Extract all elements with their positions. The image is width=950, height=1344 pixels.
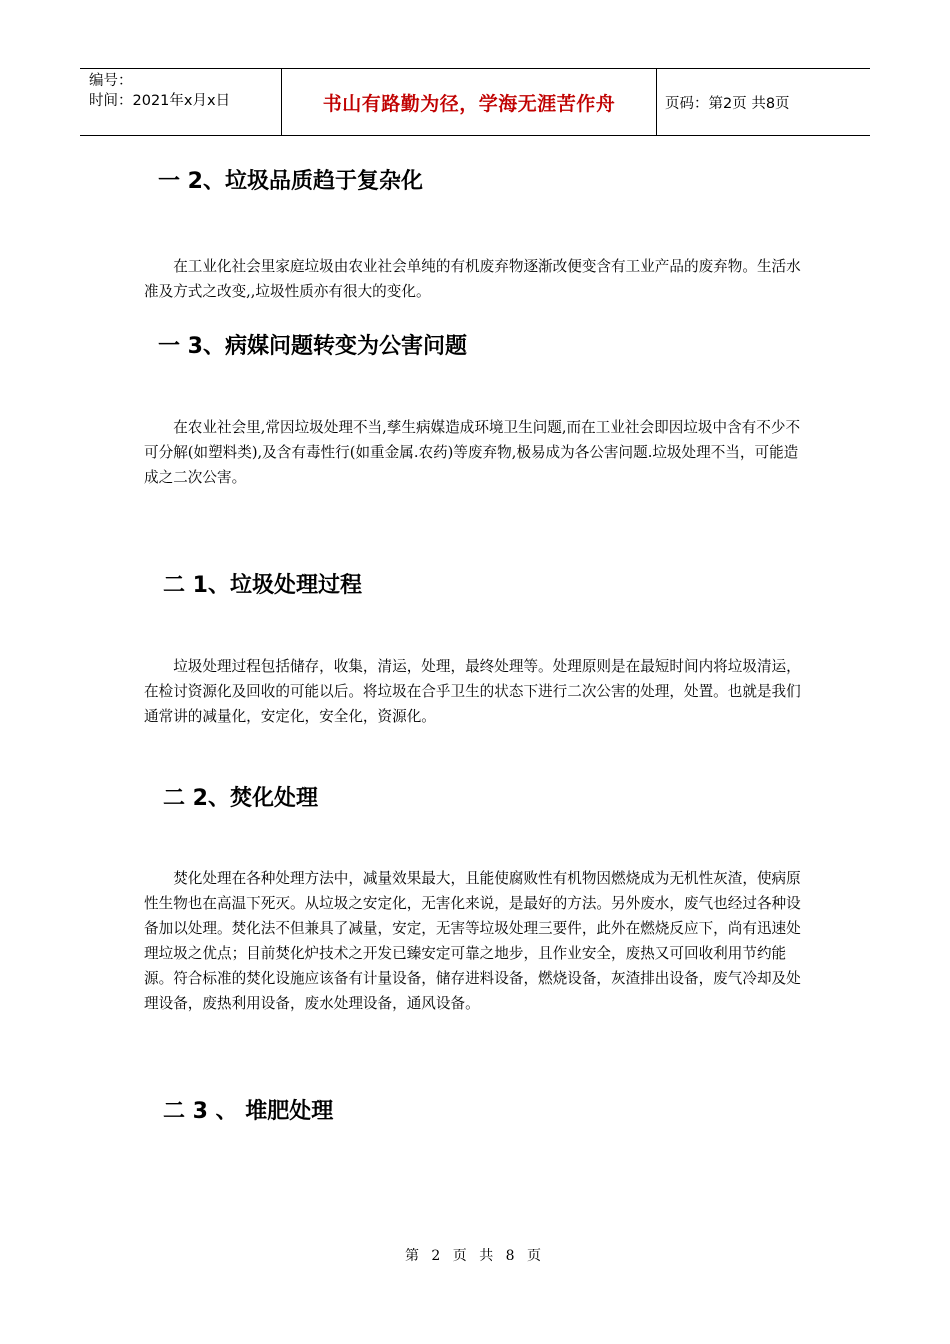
header-number-label: 编号： <box>89 73 133 89</box>
section-heading-2: 一 3、病媒问题转变为公害问题 <box>158 334 467 359</box>
section-body-4: 焚化处理在各种处理方法中，减量效果最大，且能使腐败性有机物因燃烧成为无机性灰渣，使病原性生物也在高温下死灭。从垃圾之安定化，无害化来说，是最好的方法。另外废水，废气也经过各种设备加以处理。焚化法不但兼具了减量，安定，无害等垃圾处理三要件，此外在燃烧反应下，尚有迅速处理垃圾之优点；目前焚化炉技术之开发已臻安定可靠之地步，且作业安全，废热又可回收利用节约能源。符合标准的焚化设施应该备有计量设备，储存进料设备，燃烧设备，灰渣排出设备，废气冷却及处理设备，废热利用设备，废水处理设备，通风设备。 <box>144 870 801 1012</box>
header-motto: 书山有路勤为径，学海无涯苦作舟 <box>282 69 657 135</box>
page-footer: 第 2 页 共 8 页 <box>404 1248 546 1264</box>
section-body-2: 在农业社会里,常因垃圾处理不当,孳生病媒造成环境卫生问题,而在工业社会即因垃圾中含有不少不可分解(如塑料类),及含有毒性行(如重金属.农药)等废弃物,极易成为各公害问题.垃圾处理不当，可能造成之二次公害。 <box>144 419 801 486</box>
section-heading-5: 二 3 、 堆肥处理 <box>163 1099 334 1124</box>
header-page-label: 页码：第2页 共8页 <box>665 95 790 112</box>
section-body-1: 在工业化社会里家庭垃圾由农业社会单纯的有机废弃物逐渐改便变含有工业产品的废弃物。生活水准及方式之改变,,垃圾性质亦有很大的变化。 <box>144 258 801 300</box>
section-heading-1: 一 2、垃圾品质趋于复杂化 <box>158 169 423 194</box>
header-meta-cell <box>80 69 282 135</box>
section-heading-3: 二 1、垃圾处理过程 <box>163 573 362 598</box>
section-body-3: 垃圾处理过程包括储存，收集，清运，处理，最终处理等。处理原则是在最短时间内将垃圾清运，在检讨资源化及回收的可能以后。将垃圾在合乎卫生的状态下进行二次公害的处理，处置。也就是我们通常讲的减量化，安定化，安全化，资源化。 <box>144 658 801 725</box>
document-header <box>80 68 870 136</box>
header-time-label: 时间：2021年x月x日 <box>89 93 231 109</box>
section-heading-4: 二 2、焚化处理 <box>163 786 318 811</box>
